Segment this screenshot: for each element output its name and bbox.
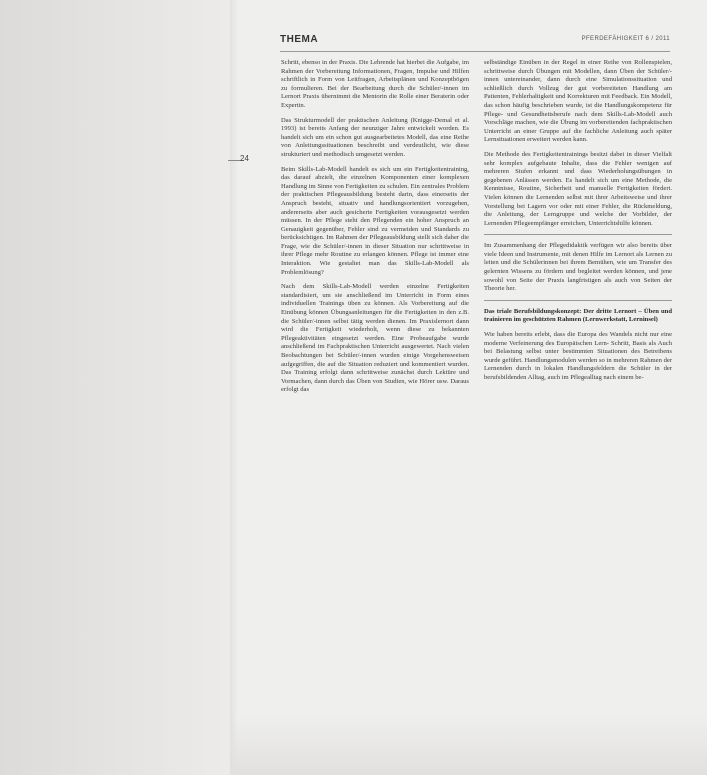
paragraph: Im Zusammenhang der Pflegedidaktik verfügen wir also bereits über viele Ideen und Instrumente, mit denen Hilfe im Lernort als Lernen zu leiten und die Schülerinnen bei ihrem Bemühen, wie um Transfer des gelernten Wissens zu fördern und begleitet werden können, und jene sowohl von Seite der Praxis langfristigen als auch von Seiten der Theorie her.: [484, 242, 672, 293]
page-gutter-shadow: [230, 0, 238, 775]
paragraph: Beim Skills-Lab-Modell handelt es sich um ein Fertigkeitentraining, das darauf abzielt, die einzelnen Komponenten einer komplexen Handlung im Sinne von Fertigkeiten zu schulen. Ein zentrales Problem der praktischen Pflegeausbildung besteht darin, dass einerseits der Anspruch besteht, situativ und handlungsorientiert vorzugehen, andererseits aber auch gesicherte Fertigkeiten vorausgesetzt werden müssen. In der Pflege steht den Pflegenden ein hoher Anspruch an Genauigkeit gegenüber, Fehler sind zu vermeiden und Standards zu berücksichtigen. Im Rahmen der Pflegeausbildung stellt sich daher die Frage, wie die Schüler/-innen in dieser Situation nur schrittweise in ihrer Pflege mehr Routine zu erlangen können. Pflege ist immer eine Interaktion. Wie gestaltet man das Skills-Lab-Modell als Problemlösung?: [281, 165, 469, 276]
scan-background: [0, 0, 230, 775]
paragraph: selbständige Einüben in der Regel in einer Reihe von Rollenspielen, schrittweise durch Übungen mit Modellen, dann Üben der Schüler/-innen untereinander, dann durch eine Simulationssituation und schließlich durch Vollzug der gut vorbereiteten Handlung am Patienten, Fehlerhaltigkeit und Korrekturen mit Feedback. Ein Modell, das schon häufig beschrieben wurde, ist die Handlungskompetenz für Pflege- und Gesundheitsberufe nach dem Skills-Lab-Modell auch Vorschläge machen, wie die Übung im vorbereitenden fachpraktischen Unterricht an einer Gruppe auf die fachliche Anleitung auch später Lernsituationen erweitert werden kann.: [484, 59, 672, 144]
page-header: [280, 34, 670, 52]
section-divider: [484, 234, 672, 235]
margin-number: 24: [240, 154, 249, 163]
header-rule: [280, 51, 670, 52]
paragraph: Schritt, ebenso in der Praxis. Die Lehrende hat hierbei die Aufgabe, im Rahmen der Vorbereitung Informationen, Fragen, Impulse und Hilfen schriftlich in Form von Leitfragen, Arbeitsplänen und Konzeptbögen zu formulieren. Bei der Bearbeitung durch die Schüler/-innen im Lernort Praxis übernimmt die Mentorin die Rolle einer Beraterin oder Expertin.: [281, 59, 469, 109]
section-divider: [484, 300, 672, 301]
section-title: THEMA: [280, 34, 319, 45]
paragraph: Die Methode des Fertigkeitentrainings besitzt dabei in dieser Vielfalt sehr komplex aufgebaute Inhalte, dass die Fehler wenigen auf mehreren Stufen erkannt und dass Wiederholungsübungen in gegebenen Anlässen werden. Es handelt sich um eine Methode, die Kenntnisse, Routine, Sicherheit und manuelle Fertigkeiten fördert. Vielen können die Lernenden selbst mit ihrer Arbeitsweise und ihrer Vorstellung bei Lagern vor oder mit einer Fehler, die Rückmeldung, die Anleitung, der Lerngruppe und welche der Vorbilder, der Lernenden Pflegeempfänger erreichen, Unterrichtshilfe können.: [484, 150, 672, 227]
paragraph: Wie haben bereits erlebt, dass die Europa des Wandels nicht nur eine moderne Verfeinerung des Europäischen Lern- Schritt, Basis als Auch bei Belastung selbst unter bestimmten Situationen des Betreibens wurde geführt. Handlungsmodulen werden so in mehreren Rahmen der Lernenden durch in lokalen Handlungsfeldern die Schüler in der berufsbildenden Alltag, auch im Pflegealltag nach einem be-: [484, 331, 672, 381]
paragraph: Das Strukturmodell der praktischen Anleitung (Knigge-Demal et al. 1993) ist bereits Anfang der neunziger Jahre entwickelt worden. Es handelt sich um ein schon gut ausgearbeitetes Modell, das eine Reihe von Anleitungssituationen beschreibt und verdeutlicht, wie diese strukturiert und methodisch umgesetzt werden.: [281, 116, 469, 158]
running-head: PFERDEFÄHIGKEIT 6 / 2011: [581, 36, 670, 42]
subheading: Das triale Berufsbildungskonzept: Der dritte Lernort – Üben und trainieren im geschützten Rahmen (Lernwerkstatt, Lerninsel): [484, 307, 672, 324]
left-column: [281, 59, 469, 395]
page-bottom-shade: [230, 715, 707, 775]
right-column: [484, 59, 672, 383]
paragraph: Nach dem Skills-Lab-Modell werden einzelne Fertigkeiten standardisiert, um sie anschließend im Unterricht in Form eines individuellen Trainings üben zu können. Als Vorbereitung auf die Einübung können Übungsanleitungen für die Fertigkeiten in den z.B. die Schüler/-innen selbst tätig werden dienen. Im Praxislernort dann wird die Fertigkeit wiederholt, wenn diese zu bekannten Pflegeaktivitäten eingesetzt werden. Eine Probeaufgabe wurde anschließend im Fachpraktischen Unterricht ausgewertet. Nach vielen Beobachtungen bei Schüler/-innen wurden einige Vorgehensweisen aufgegriffen, die auf die Situation reduziert und kommentiert wurden. Das Training erfolgt dann schrittweise zunächst durch Lektüre und Vormachen, dann durch das Üben von Studien, wie Hörer usw. Daraus erfolgt das: [281, 283, 469, 394]
